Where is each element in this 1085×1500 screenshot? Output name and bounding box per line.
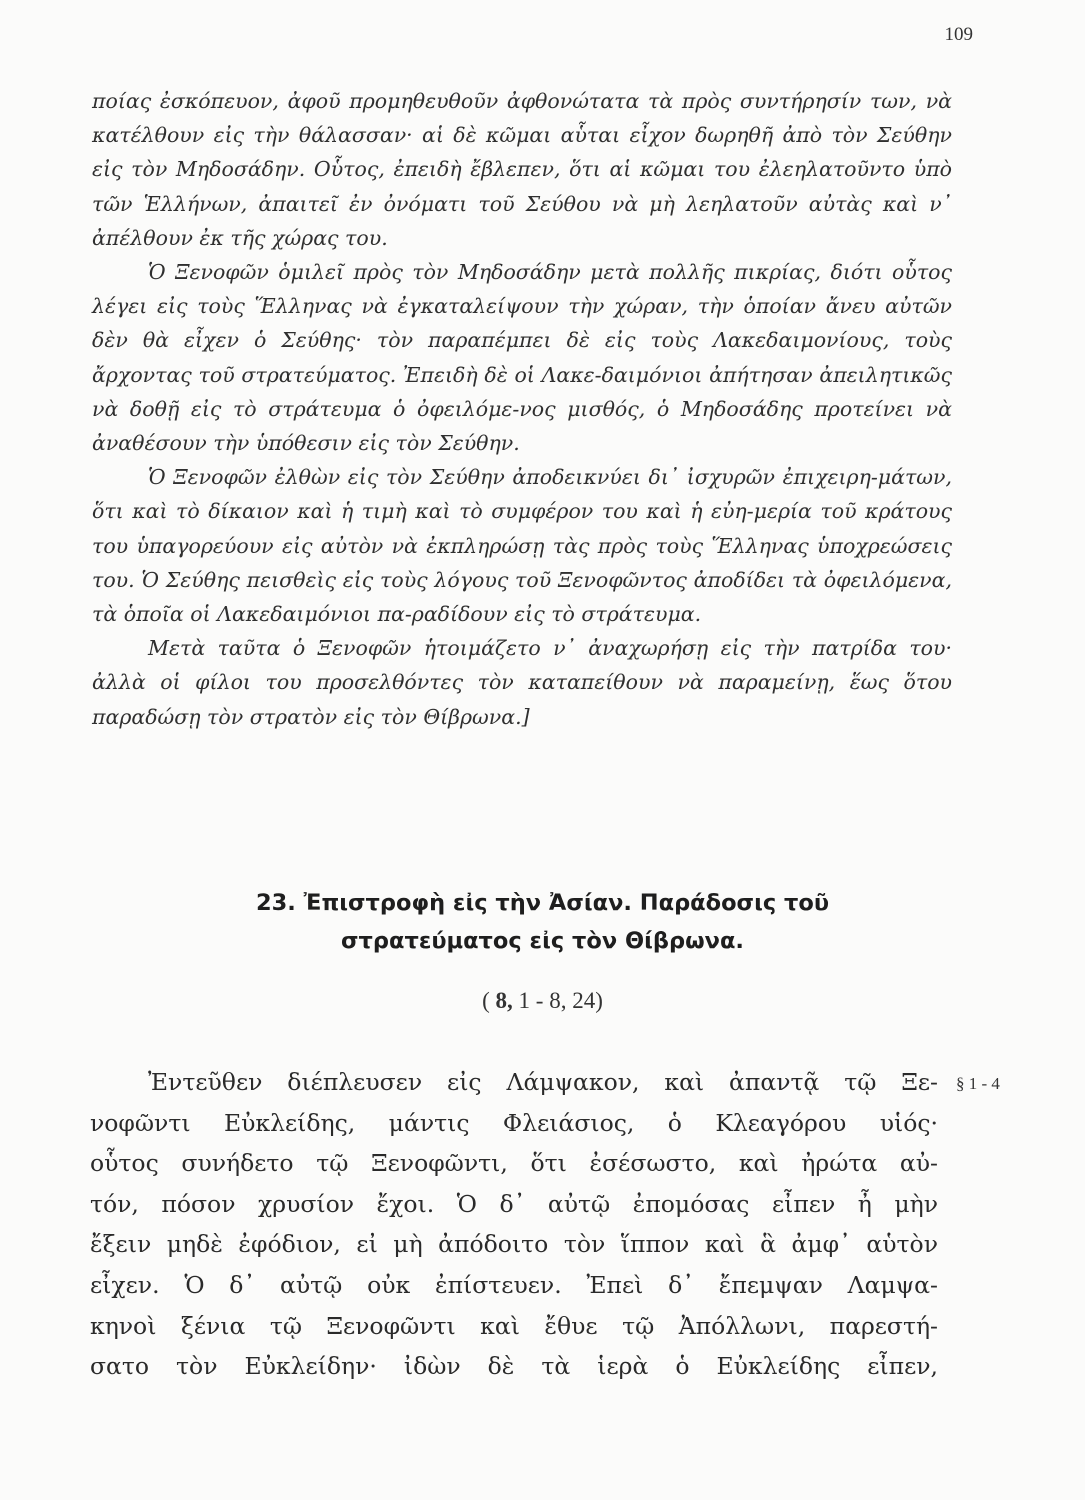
reference-book: 8, (495, 988, 513, 1013)
text-line: σατο τὸν Εὐκλείδην· ἰδὼν δὲ τὰ ἱερὰ ὁ Εὐκλείδης εἶπεν, (90, 1352, 938, 1381)
summary-paragraph: Ὁ Ξενοφῶν ὁμιλεῖ πρὸς τὸν Μηδοσάδην μετὰ πολλῆς πικρίας, διότι οὗτος λέγει εἰς τοὺς Ἕλληνας νὰ ἐγκαταλείψουν τὴν χώραν, τὴν ὁποίαν ἄνευ αὐτῶν δὲν θὰ εἶχεν ὁ Σεύθης· τὸν παραπέμπει δὲ εἰς τοὺς Λακεδαιμονίους, τοὺς ἄρχοντας τοῦ στρατεύματος. Ἐπειδὴ δὲ οἱ Λακε-δαιμόνιοι ἀπήτησαν ἀπειλητικῶς νὰ δοθῇ εἰς τὸ στράτευμα ὁ ὀφειλόμε-νος μισθός, ὁ Μηδοσάδης προτείνει νὰ ἀναθέσουν τὴν ὑπόθεσιν εἰς τὸν Σεύθην. (92, 260, 952, 456)
section-heading (0, 884, 1085, 960)
reference-close-paren: ) (595, 988, 603, 1013)
summary-line: ἀπὸ τὸν Σεύθην εἰς τὸν Μηδοσάδην. Οὗτος, ἐπειδὴ ἔβλεπεν, ὅτι αἱ κῶμαι (92, 123, 952, 182)
greek-text-body (90, 1062, 938, 1387)
section-heading-line: στρατεύματος εἰς τὸν Θίβρωνα. (341, 928, 744, 954)
section-heading-line: 23. Ἐπιστροφὴ εἰς τὴν Ἀσίαν. Παράδοσις τοῦ (255, 890, 830, 916)
summary-line: ποίας ἐσκόπευον, ἀφοῦ προμηθευθοῦν ἀφθονώτατα τὰ πρὸς συντήρησίν (92, 89, 862, 113)
text-line: ἔξειν μηδὲ ἐφόδιον, εἰ μὴ ἀπόδοιτο τὸν ἵππον καὶ ἃ ἀμφ᾿ αὑτὸν (90, 1230, 938, 1259)
summary-paragraph: Ὁ Ξενοφῶν ἐλθὼν εἰς τὸν Σεύθην ἀποδεικνύει δι᾿ ἰσχυρῶν ἐπιχειρη-μάτων, ὅτι καὶ τὸ δίκαιον καὶ ἡ τιμὴ καὶ τὸ συμφέρον του καὶ ἡ εὐη-μερία τοῦ κράτους του ὑπαγορεύουν εἰς αὐτὸν νὰ ἐκπληρώσῃ τὰς πρὸς τοὺς Ἕλληνας ὑποχρεώσεις του. Ὁ Σεύθης πεισθεὶς εἰς τοὺς λόγους τοῦ Ξενοφῶντος ἀποδίδει τὰ ὀφειλόμενα, τὰ ὁποῖα οἱ Λακεδαιμόνιοι πα-ραδίδουν εἰς τὸ στράτευμα. (92, 465, 952, 627)
summary-line: των, νὰ κατέλθουν εἰς τὴν θάλασσαν· αἱ δὲ κῶμαι αὗται εἶχον δωρηθῆ (92, 89, 953, 148)
reference-range: 1 - 8, 24 (518, 988, 596, 1013)
text-line: νοφῶντι Εὐκλείδης, μάντις Φλειάσιος, ὁ Κλεαγόρου υἱός· (90, 1108, 938, 1137)
section-reference (0, 988, 1085, 1014)
page-number: 109 (944, 24, 973, 45)
text-line: Ἐντεῦθεν διέπλευσεν εἰς Λάμψακον, καὶ ἀπαντᾷ τῷ Ξε- (148, 1068, 938, 1096)
margin-reference: § 1 - 4 (956, 1074, 1000, 1093)
summary-block (92, 84, 952, 734)
text-line: κηνοὶ ξένια τῷ Ξενοφῶντι καὶ ἔθυε τῷ Ἀπόλλωνι, παρεστή- (90, 1311, 938, 1340)
text-line: οὗτος συνήδετο τῷ Ξενοφῶντι, ὅτι ἐσέσωστο, καὶ ἠρώτα αὐ- (90, 1149, 938, 1178)
text-line: τόν, πόσον χρυσίον ἔχοι. Ὁ δ᾿ αὐτῷ ἐπομόσας εἶπεν ἦ μὴν (90, 1189, 938, 1218)
text-line: εἶχεν. Ὁ δ᾿ αὐτῷ οὐκ ἐπίστευεν. Ἐπεὶ δ᾿ ἔπεμψαν Λαμψα- (90, 1270, 938, 1299)
reference-open-paren: ( (482, 988, 490, 1013)
summary-paragraph: Μετὰ ταῦτα ὁ Ξενοφῶν ἡτοιμάζετο ν᾿ ἀναχωρήσῃ εἰς τὴν πατρίδα του· ἀλλὰ οἱ φίλοι του προσελθόντες τὸν καταπείθουν νὰ παραμείνῃ, ἕως ὅτου παραδώσῃ τὸν στρατὸν εἰς τὸν Θίβρωνα.] (92, 636, 952, 729)
summary-opening-paragraph (92, 84, 952, 255)
summary-line: νὰ μὴ λεηλατοῦν αὐτὰς καὶ ν᾿ ἀπέλθουν ἐκ τῆς χώρας του. (92, 191, 952, 250)
summary-line: του ἐλεηλατοῦντο ὑπὸ τῶν Ἑλλήνων, ἀπαιτεῖ ἐν ὀνόματι τοῦ Σεύθου (92, 157, 953, 216)
